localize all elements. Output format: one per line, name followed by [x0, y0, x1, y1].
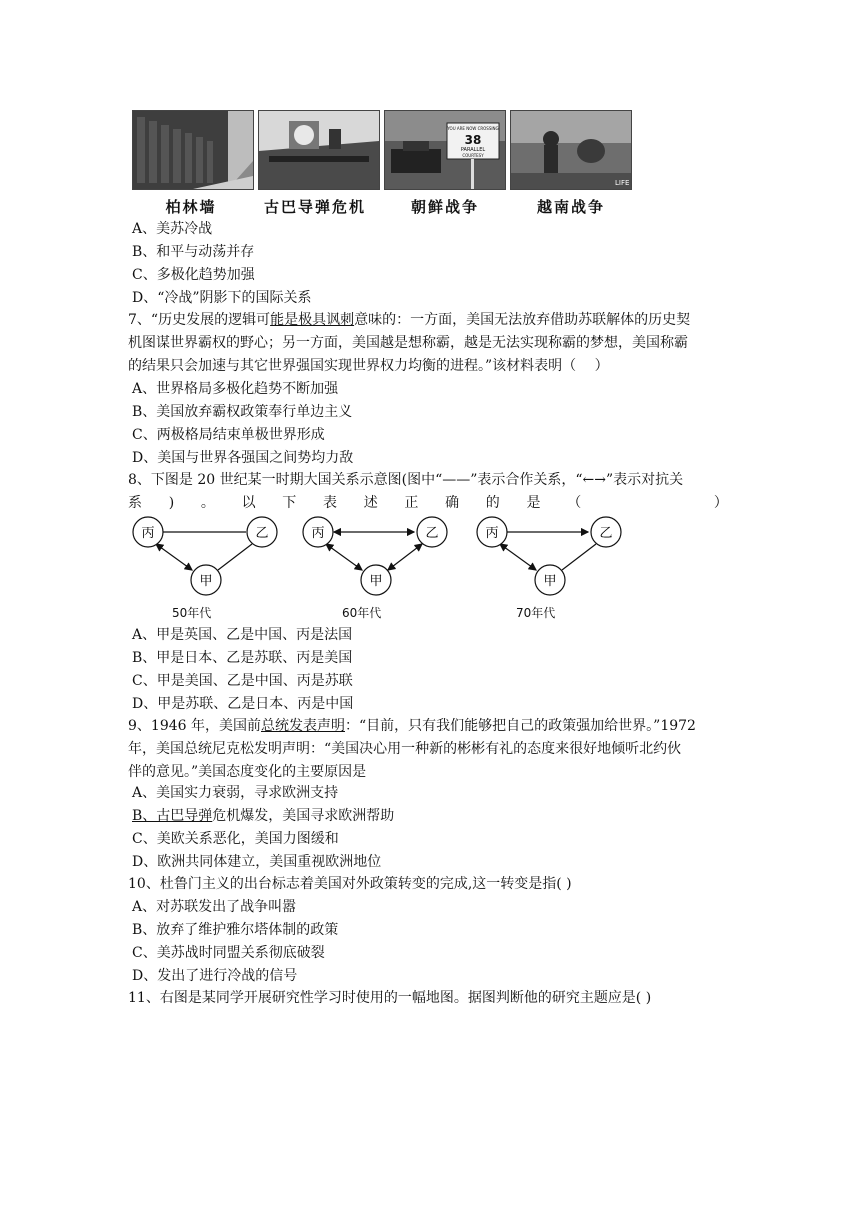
- life-logo: LIFE: [615, 179, 630, 187]
- q8-stem-char: ）: [713, 495, 728, 511]
- sign-line2: 38: [464, 133, 482, 147]
- q8-stem-char: 。: [200, 495, 215, 511]
- q8-stem-char: 表: [322, 495, 337, 511]
- q9-stem-part: 9、1946 年，美国前: [128, 718, 261, 734]
- q6-option-a: A、美苏冷战: [132, 221, 213, 237]
- sign-line3: PARALLEL: [460, 147, 486, 153]
- ship-photo: [258, 110, 380, 190]
- photo-caption-berlin: 柏林墙: [165, 198, 217, 216]
- q9-stem-line3: 伴的意见。”美国态度变化的主要原因是: [128, 764, 367, 780]
- q7-stem-line3: 的结果只会加速与其它世界强国实现世界权力均衡的进程。”该材料表明（ ）: [128, 358, 609, 374]
- q8-stem-char: 述: [363, 495, 378, 511]
- q8-stem-char: 下: [282, 495, 297, 511]
- q9-stem-underline: 总统发表声明: [261, 718, 345, 734]
- q7-option-c: C、两极格局结束单极世界形成: [132, 427, 325, 443]
- node-jia: 甲: [199, 574, 213, 589]
- q8-stem-char: 以: [241, 495, 256, 511]
- node-yi: 乙: [255, 526, 269, 541]
- q8-stem-char: 系: [128, 495, 142, 511]
- q9-stem-line2: 年，美国总统尼克松发明声明：“美国决心用一种新的彬彬有礼的态度来很好地倾听北约伙: [128, 741, 682, 757]
- q8-option-b: B、甲是日本、乙是苏联、丙是美国: [132, 650, 353, 666]
- photo-strip: [132, 110, 642, 222]
- q7-option-b: B、美国放弃霸权政策奉行单边主义: [132, 404, 353, 420]
- tank-sign-photo: [384, 110, 506, 190]
- q8-stem-char: 的: [485, 495, 500, 511]
- node-bing: 丙: [311, 526, 325, 541]
- q8-stem-char: ): [168, 495, 175, 511]
- q8-option-a: A、甲是英国、乙是中国、丙是法国: [132, 627, 353, 643]
- q7-stem-part: 意味的：一方面，美国无法放弃借助苏联解体的历史契: [354, 312, 691, 328]
- diagram-50s: [128, 512, 288, 620]
- q7-stem-underline: 能是极具讽刺: [270, 312, 355, 328]
- q9-option-a: A、美国实力衰弱，寻求欧洲支持: [132, 785, 339, 801]
- q7-stem-part: 7、“历史发展的逻辑可: [128, 312, 271, 328]
- q10-option-b: B、放弃了维护雅尔塔体制的政策: [132, 922, 339, 938]
- q9-option-b-underline: B、古巴导弹: [132, 808, 213, 824]
- q10-stem: 10、杜鲁门主义的出台标志着美国对外政策转变的完成,这一转变是指( ): [128, 876, 572, 892]
- q8-stem-line1: 8、下图是 20 世纪某一时期大国关系示意图(图中“——”表示合作关系，“←→”表示对抗关: [128, 472, 684, 488]
- q6-option-b: B、和平与动荡并存: [132, 244, 255, 260]
- node-jia: 甲: [369, 574, 383, 589]
- q8-option-c: C、甲是美国、乙是中国、丙是苏联: [132, 673, 353, 689]
- node-bing: 丙: [141, 526, 155, 541]
- soldiers-photo: [510, 110, 632, 190]
- q9-option-b: [132, 806, 394, 826]
- berlin-wall-photo: [132, 110, 254, 190]
- sign-line4: COURTESY: [462, 153, 484, 158]
- q8-stem-char: （: [567, 495, 582, 511]
- q6-option-c: C、多极化趋势加强: [132, 267, 255, 283]
- q11-stem: 11、右图是某同学开展研究性学习时使用的一幅地图。据图判断他的研究主题应是( ): [128, 990, 652, 1006]
- q8-stem-char: 是: [526, 495, 541, 511]
- node-jia: 甲: [543, 574, 557, 589]
- diagram-60s: [298, 512, 458, 620]
- q7-stem-line1: [128, 310, 690, 330]
- q10-option-a: A、对苏联发出了战争叫嚣: [132, 899, 297, 915]
- diagram-label-70s: 70年代: [516, 606, 556, 620]
- q7-stem-line2: 机图谋世界霸权的野心；另一方面，美国越是想称霸，越是无法实现称霸的梦想，美国称霸: [128, 335, 688, 351]
- photo-caption-korea: 朝鲜战争: [410, 198, 479, 216]
- q10-option-d: D、发出了进行冷战的信号: [132, 968, 298, 984]
- node-yi: 乙: [425, 526, 439, 541]
- node-yi: 乙: [599, 526, 613, 541]
- q9-option-c: C、美欧关系恶化，美国力图缓和: [132, 831, 339, 847]
- sign-line1: YOU ARE NOW CROSSING: [447, 126, 499, 131]
- diagram-70s: [472, 512, 632, 620]
- q7-option-a: A、世界格局多极化趋势不断加强: [132, 381, 339, 397]
- diagram-label-60s: 60年代: [342, 606, 382, 620]
- q8-stem-line2: [128, 493, 728, 513]
- q10-option-c: C、美苏战时同盟关系彻底破裂: [132, 945, 325, 961]
- q7-option-d: D、美国与世界各强国之间势均力敌: [132, 450, 354, 466]
- photo-caption-cuba: 古巴导弹危机: [263, 198, 366, 216]
- q8-stem-char: 正: [404, 495, 419, 511]
- photo-caption-vietnam: 越南战争: [536, 198, 605, 216]
- q9-stem-line1: [128, 716, 696, 736]
- q9-stem-part: ：“目前，只有我们能够把自己的政策强加给世界。”1972: [345, 718, 696, 734]
- relation-diagrams: [128, 512, 648, 622]
- node-bing: 丙: [485, 526, 499, 541]
- q6-option-d: D、“冷战”阴影下的国际关系: [132, 290, 312, 306]
- q9-option-d: D、欧洲共同体建立，美国重视欧洲地位: [132, 854, 382, 870]
- q9-option-b-rest: 危机爆发，美国寻求欧洲帮助: [212, 808, 395, 824]
- q8-option-d: D、甲是苏联、乙是日本、丙是中国: [132, 696, 354, 712]
- diagram-label-50s: 50年代: [172, 606, 212, 620]
- q8-stem-char: 确: [445, 495, 460, 511]
